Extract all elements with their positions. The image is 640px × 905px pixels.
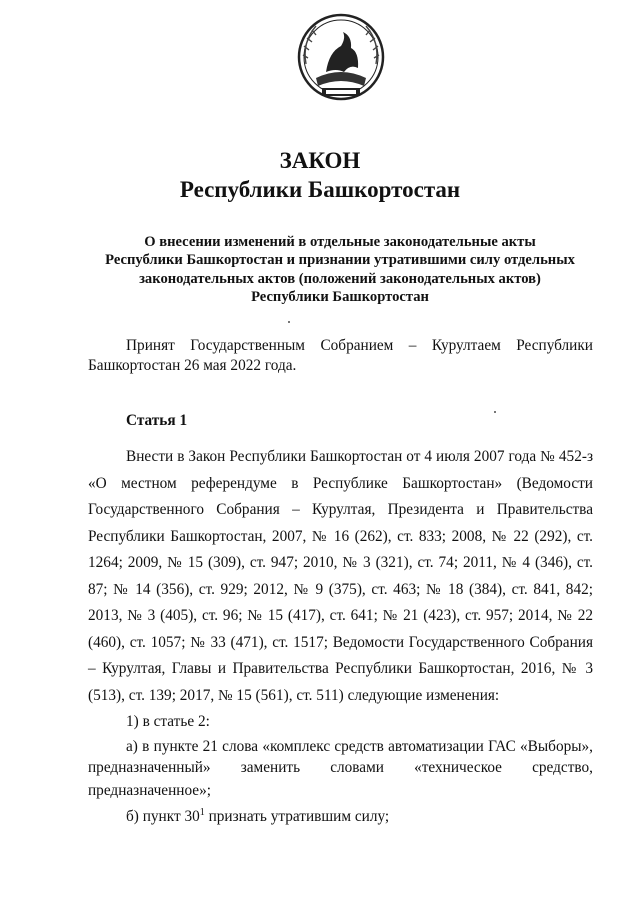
scan-speck: [494, 411, 496, 413]
item-b-text-end: признать утратившим силу;: [204, 808, 390, 825]
article-body: [88, 444, 593, 831]
subtitle-line: Республики Башкортостан и признании утратившими силу отдельных: [105, 252, 575, 269]
article-intro: Внести в Закон Республики Башкортостан от 4 июля 2007 года № 452-з «О местном референдуме в Республике Башкортостан» (Ведомости Государственного Собрания – Курултая, Президента и Правительства Республики Башкортостан, 2007, № 16 (262), ст. 833; 2008, № 22 (292), ст. 1264; 2009, № 15 (309), ст. 947; 2010, № 3 (321), ст. 74; 2011, № 4 (346), ст. 87; № 14 (356), ст. 929; 2012, № 9 (375), ст. 463; № 18 (384), ст. 841, 842; 2013, № 3 (405), ст. 96; № 15 (417), ст. 641; № 21 (423), ст. 957; 2014, № 22 (460), ст. 1057; № 33 (471), ст. 1517; Ведомости Государственного Собрания – Курултая, Главы и Правительства Республики Башкортостан, 2016, № 3 (513), ст. 139; 2017, № 15 (561), ст. 511) следующие изменения:: [88, 448, 593, 704]
coat-of-arms-icon: [296, 12, 386, 107]
law-title: ЗАКОН: [279, 148, 361, 173]
article-item-b: [88, 804, 593, 831]
law-subtitle: [90, 233, 590, 306]
adoption-line: Башкортостан 26 мая 2022 года.: [88, 357, 297, 374]
adoption-line: Принят Государственным Собранием – Курултаем Республики: [126, 337, 593, 354]
scan-speck: [288, 321, 290, 323]
item-b-text: б) пункт 30: [126, 808, 200, 825]
article-item-a: а) в пункте 21 слова «комплекс средств автоматизации ГАС «Выборы», предназначенный» заменить словами «техническое средство,: [88, 737, 593, 776]
article-heading: Статья 1: [126, 412, 188, 429]
law-region: Республики Башкортостан: [179, 177, 461, 202]
article-item-a-cont: предназначенное»;: [88, 781, 211, 799]
item-b-superscript: 1: [199, 807, 205, 818]
subtitle-line: Республики Башкортостан: [251, 288, 429, 305]
subtitle-line: законодательных актов (положений законодательных актов): [139, 270, 541, 287]
adoption-note: [88, 336, 593, 376]
subtitle-line: О внесении изменений в отдельные законодательные акты: [144, 234, 536, 250]
article-item: 1) в статье 2:: [126, 713, 210, 730]
